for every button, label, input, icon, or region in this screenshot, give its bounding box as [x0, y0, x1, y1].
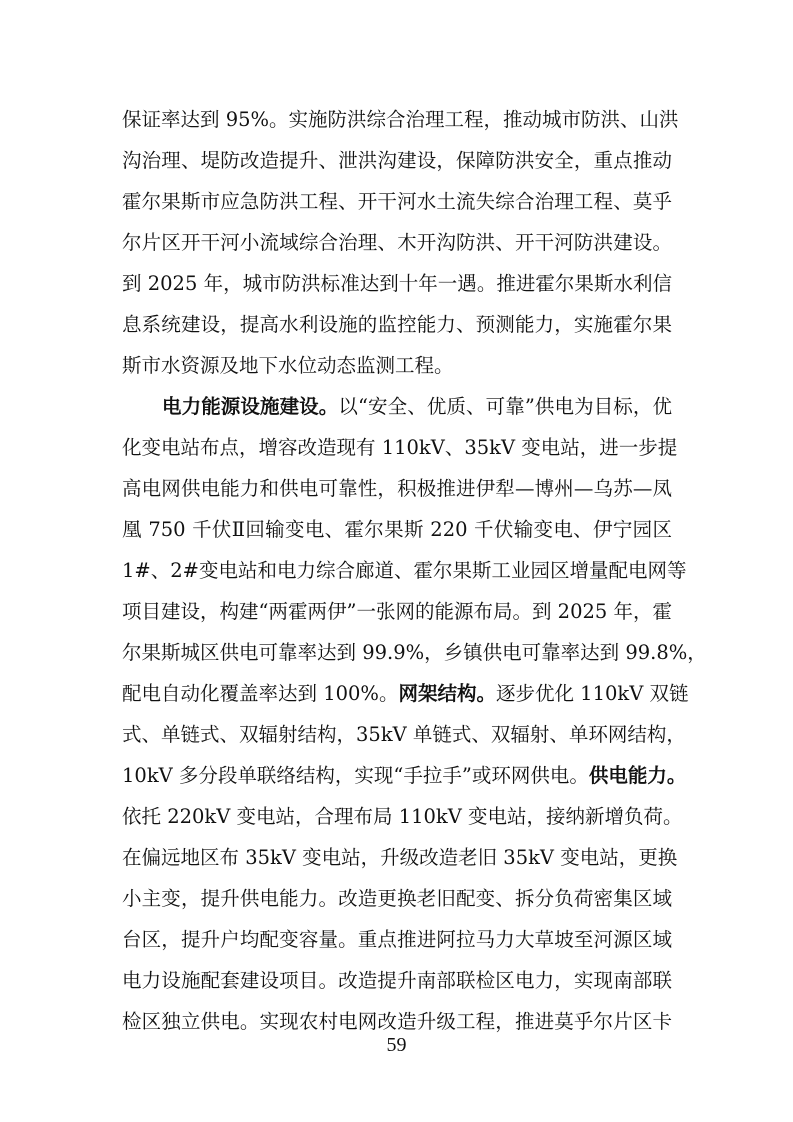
paragraph-line: 息系统建设，提高水利设施的监控能力、预测能力，实施霍尔果: [122, 313, 672, 336]
paragraph-line: 保证率达到 95%。实施防洪综合治理工程，推动城市防洪、山洪: [122, 108, 679, 131]
section-heading-supply: 供电能力。: [588, 764, 687, 787]
paragraph-text: 10kV 多分段单联络结构，实现“手拉手”或环网供电。: [122, 764, 589, 787]
paragraph-line: 尔片区开干河小流域综合治理、木开沟防洪、开干河防洪建设。: [122, 231, 672, 254]
paragraph-line: [122, 756, 687, 796]
paragraph-line: 依托 220kV 变电站，合理布局 110kV 变电站，接纳新增负荷。: [122, 805, 683, 828]
paragraph-line: 在偏远地区布 35kV 变电站，升级改造老旧 35kV 变电站，更换: [122, 846, 678, 869]
paragraph-line: 1#、2#变电站和电力综合廊道、霍尔果斯工业园区增量配电网等: [122, 559, 687, 582]
page-number: 59: [386, 1034, 407, 1056]
paragraph-line: 检区独立供电。实现农村电网改造升级工程，推进莫乎尔片区卡: [122, 1010, 672, 1033]
paragraph-line: 尔果斯城区供电可靠率达到 99.9%，乡镇供电可靠率达到 99.8%，: [122, 641, 707, 664]
paragraph-text: 以“安全、优质、可靠”供电为目标，优: [338, 395, 672, 418]
paragraph-line: 斯市水资源及地下水位动态监测工程。: [122, 354, 454, 377]
paragraph-text: 配电自动化覆盖率达到 100%。: [122, 682, 399, 705]
paragraph-line: 到 2025 年，城市防洪标准达到十年一遇。推进霍尔果斯水利信: [122, 272, 672, 295]
section-heading-grid: 网架结构。: [398, 682, 496, 705]
section-heading-power: 电力能源设施建设。: [162, 395, 339, 418]
paragraph-line: [122, 674, 689, 714]
paragraph-line: 台区，提升户均配变容量。重点推进阿拉马力大草坡至河源区域: [122, 928, 672, 951]
paragraph-line: 霍尔果斯市应急防洪工程、开干河水土流失综合治理工程、莫乎: [122, 190, 672, 213]
paragraph-line: 式、单链式、双辐射结构，35kV 单链式、双辐射、单环网结构，: [122, 723, 686, 746]
paragraph-line: 化变电站布点，增容改造现有 110kV、35kV 变电站，进一步提: [122, 436, 678, 459]
paragraph-line: 小主变，提升供电能力。改造更换老旧配变、拆分负荷密集区域: [122, 887, 672, 910]
paragraph-line: 凰 750 千伏Ⅱ回输变电、霍尔果斯 220 千伏输变电、伊宁园区: [122, 518, 672, 541]
paragraph-line: 电力设施配套建设项目。改造提升南部联检区电力，实现南部联: [122, 969, 672, 992]
paragraph-line: 高电网供电能力和供电可靠性，积极推进伊犁—博州—乌苏—凤: [122, 477, 672, 500]
paragraph-line: 项目建设，构建“两霍两伊”一张网的能源布局。到 2025 年，霍: [122, 600, 672, 623]
paragraph-line: 沟治理、堤防改造提升、泄洪沟建设，保障防洪安全，重点推动: [122, 149, 672, 172]
paragraph-text: 逐步优化 110kV 双链: [495, 682, 689, 705]
paragraph-line: [162, 387, 672, 427]
